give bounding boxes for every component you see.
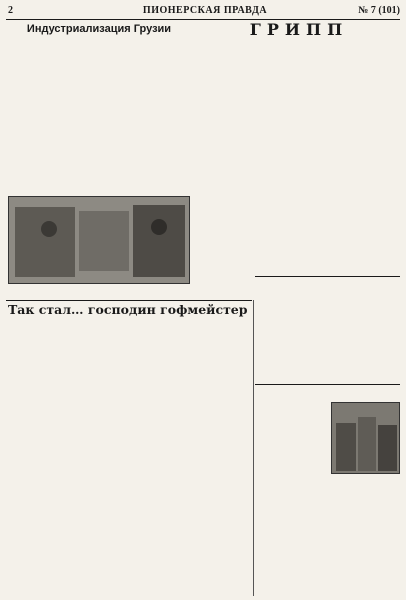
- sea-col2: [330, 292, 400, 382]
- photo-illustration: [9, 197, 190, 284]
- photo-industrialization: [8, 196, 190, 284]
- photo-caption-industrialization: [8, 286, 190, 298]
- bottom-right-brief: [255, 510, 400, 594]
- headline-school-circles: [255, 386, 400, 400]
- headline-hofmeister: Так стал… господин гофмейстер: [8, 304, 248, 317]
- circles-col1: [255, 402, 327, 482]
- column-separator: [253, 300, 254, 596]
- gripp-col3: [298, 44, 347, 272]
- hofmeister-col2: [70, 324, 128, 594]
- header-rule: [6, 19, 400, 20]
- headline-gripp: ГРИПП: [249, 22, 349, 39]
- section-rule-sea: [255, 276, 400, 277]
- article-school-circles: [255, 386, 400, 482]
- gripp-col4: [350, 44, 399, 264]
- issue-number: № 7 (101): [358, 5, 400, 16]
- section-rule-hofmeister: [6, 300, 252, 301]
- article-industrialization: [8, 22, 190, 192]
- industrialization-col2: [101, 42, 189, 192]
- headline-industrialization: Индустриализация Грузии: [26, 24, 172, 35]
- section-rule-circles: [255, 384, 400, 385]
- sea-col1: [255, 292, 325, 382]
- article-all-about-sea: [255, 278, 400, 382]
- hofmeister-col4: [194, 324, 252, 586]
- photo-caption-right: [255, 486, 400, 508]
- gripp-col1: [194, 44, 243, 272]
- gripp-col2: [246, 44, 295, 272]
- hofmeister-signature: [194, 586, 252, 594]
- hofmeister-col1: [8, 324, 66, 594]
- hofmeister-col3: [132, 324, 190, 594]
- page-number: 2: [8, 5, 13, 16]
- photo-children-illustration: [332, 403, 400, 474]
- article-gripp: [194, 22, 400, 272]
- masthead: ПИОНЕРСКАЯ ПРАВДА: [142, 5, 268, 16]
- gripp-signature: [350, 262, 399, 270]
- photo-circles: [331, 402, 400, 474]
- headline-all-about-sea: [255, 278, 400, 290]
- industrialization-col1: [8, 42, 96, 192]
- circles-signature: [255, 476, 327, 482]
